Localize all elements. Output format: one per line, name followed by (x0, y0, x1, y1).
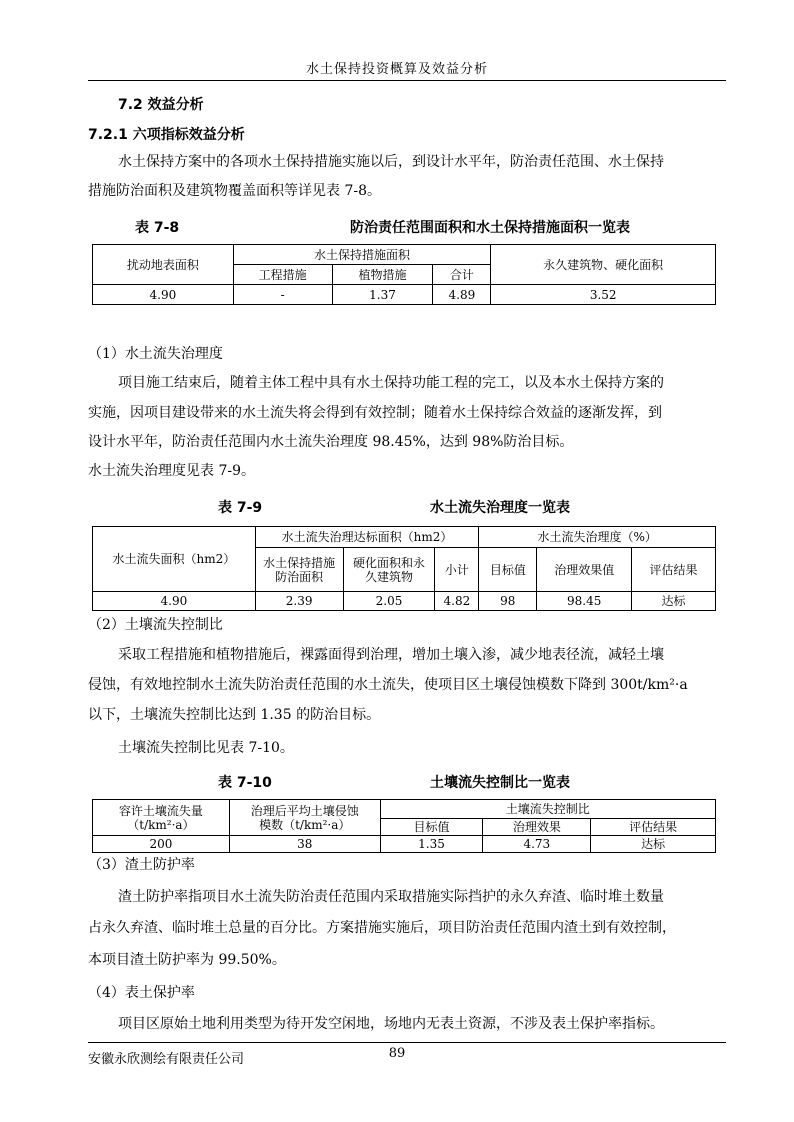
table-cell: 38 (229, 836, 380, 853)
cell-line: （t/km²·a） (127, 817, 195, 832)
para-2-line-1: 采取工程措施和植物措施后，裸露面得到治理，增加土壤入渗，减少地表径流，减轻土壤 (118, 647, 664, 663)
table-7-10-title: 土壤流失控制比一览表 (430, 775, 570, 791)
para-3-title: （3）渣土防护率 (88, 857, 195, 873)
header-cell: 植物措施 (332, 265, 433, 285)
table-7-9-title: 水土流失治理度一览表 (430, 500, 570, 516)
table-cell: - (233, 285, 332, 305)
table-cell: 1.35 (380, 836, 483, 853)
table-cell: 4.82 (435, 592, 479, 611)
header-cell: 合计 (433, 265, 491, 285)
footer-rule (88, 1042, 726, 1043)
table-cell: 1.37 (332, 285, 433, 305)
intro-line-1: 水土保持方案中的各项水土保持措施实施以后，到设计水平年，防治责任范围、水土保持 (118, 154, 664, 170)
table-cell: 4.89 (433, 285, 491, 305)
table-cell: 2.39 (255, 592, 343, 611)
table-7-9-number: 表 7-9 (218, 500, 263, 516)
cell-line: 模数（t/km²·a） (259, 817, 351, 832)
table-cell: 达标 (632, 592, 716, 611)
subsection-heading: 7.2.1 六项指标效益分析 (88, 127, 245, 143)
table-7-10 (92, 799, 716, 853)
cell-line: 水土保持措施 (263, 555, 336, 570)
header-cell: 目标值 (380, 819, 483, 836)
table-7-9 (92, 526, 716, 611)
header-cell: 目标值 (479, 548, 537, 592)
para-1-line-3: 设计水平年，防治责任范围内水土流失治理度 98.45%，达到 98%防治目标。 (88, 434, 574, 450)
para-3-line-3: 本项目渣土防护率为 99.50%。 (88, 952, 286, 968)
table-cell: 200 (93, 836, 230, 853)
header-cell: 小计 (435, 548, 479, 592)
table-7-8 (92, 244, 716, 305)
table-cell: 3.52 (491, 285, 716, 305)
para-1-line-1: 项目施工结束后，随着主体工程中具有水土保持功能工程的完工，以及本水土保持方案的 (118, 375, 664, 391)
para-1-title: （1）水土流失治理度 (88, 346, 223, 362)
cell-line: 容许土壤流失量 (118, 803, 203, 818)
para-3-line-2: 占永久弃渣、临时堆土总量的百分比。方案措施实施后，项目防治责任范围内渣土到有效控制， (88, 920, 676, 936)
page-number: 89 (388, 1046, 406, 1061)
table-cell: 98 (479, 592, 537, 611)
table-7-8-title: 防治责任范围面积和水土保持措施面积一览表 (350, 220, 630, 236)
header-cell: 水土流失面积（hm2） (93, 527, 256, 592)
cell-line: 硬化面积和永 (352, 555, 425, 570)
table-7-8-number: 表 7-8 (135, 220, 180, 236)
table-cell: 4.90 (93, 592, 256, 611)
table-7-10-number: 表 7-10 (218, 775, 272, 791)
footer-company: 安徽永欣测绘有限责任公司 (88, 1052, 245, 1067)
header-cell (255, 548, 343, 592)
header-rule (88, 80, 726, 81)
table-cell: 98.45 (537, 592, 632, 611)
header-cell: 治理效果 (483, 819, 591, 836)
cell-line: 久建筑物 (364, 569, 413, 584)
intro-line-2: 措施防治面积及建筑物覆盖面积等详见表 7-8。 (88, 183, 381, 199)
table-cell: 2.05 (343, 592, 435, 611)
running-header: 水土保持投资概算及效益分析 (305, 62, 488, 77)
header-cell: 工程措施 (233, 265, 332, 285)
cell-line: 治理后平均土壤侵蚀 (250, 803, 359, 818)
section-heading: 7.2 效益分析 (118, 97, 204, 113)
header-cell: 治理效果值 (537, 548, 632, 592)
header-cell: 扰动地表面积 (93, 245, 234, 285)
header-cell: 土壤流失控制比 (380, 800, 715, 819)
header-cell: 水土流失治理度（%） (479, 527, 716, 548)
header-cell (343, 548, 435, 592)
para-1-line-2: 实施，因项目建设带来的水土流失将会得到有效控制；随着水土保持综合效益的逐渐发挥，到 (88, 405, 662, 421)
table-cell: 达标 (591, 836, 716, 853)
para-4-line-1: 项目区原始土地利用类型为待开发空闲地，场地内无表土资源，不涉及表土保护率指标。 (118, 1016, 664, 1032)
para-1-line-4: 水土流失治理度见表 7-9。 (88, 463, 255, 479)
para-3-line-1: 渣土防护率指项目水土流失防治责任范围内采取措施实际挡护的永久弃渣、临时堆土数量 (118, 889, 664, 905)
header-cell (229, 800, 380, 836)
header-cell: 水土流失治理达标面积（hm2） (255, 527, 479, 548)
cell-line: 防治面积 (275, 569, 324, 584)
header-cell: 永久建筑物、硬化面积 (491, 245, 716, 285)
header-cell: 评估结果 (591, 819, 716, 836)
header-cell (93, 800, 230, 836)
table-cell: 4.90 (93, 285, 234, 305)
para-2-title: （2）土壤流失控制比 (88, 617, 223, 633)
para-2-line-4: 土壤流失控制比见表 7-10。 (118, 740, 294, 756)
para-2-line-3: 以下，土壤流失控制比达到 1.35 的防治目标。 (88, 707, 381, 723)
para-4-title: （4）表土保护率 (88, 985, 195, 1001)
header-cell: 评估结果 (632, 548, 716, 592)
table-cell: 4.73 (483, 836, 591, 853)
header-cell: 水土保持措施面积 (233, 245, 491, 265)
para-2-line-2: 侵蚀，有效地控制水土流失防治责任范围的水土流失，使项目区土壤侵蚀模数下降到 300t/km²·a (88, 677, 688, 693)
